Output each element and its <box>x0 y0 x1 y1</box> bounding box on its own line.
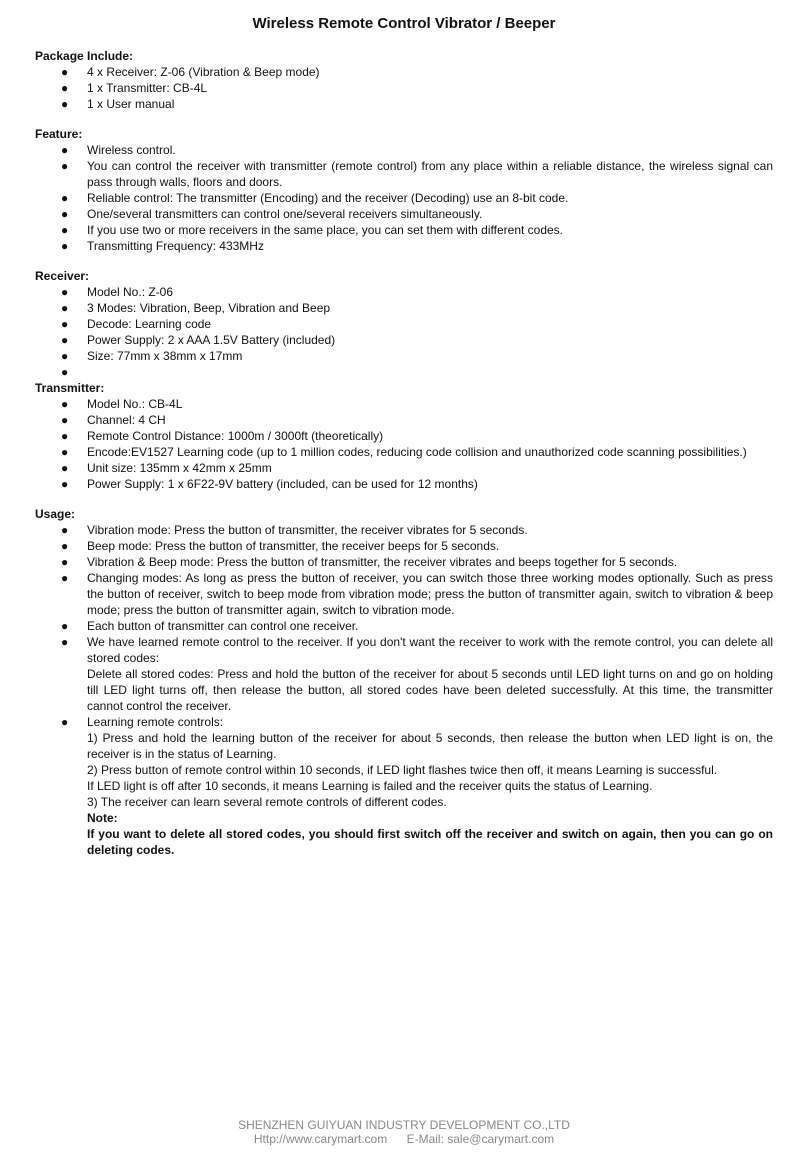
bullet-icon: ● <box>61 365 69 379</box>
bullet-icon: ● <box>61 477 69 491</box>
list-item-learning <box>35 714 773 858</box>
list-item: ● 1 x User manual <box>61 97 175 111</box>
bullet-icon: ● <box>61 539 69 553</box>
list-item: ● Channel: 4 CH <box>61 413 166 427</box>
document-title: Wireless Remote Control Vibrator / Beeper <box>252 15 556 32</box>
bullet-icon: ● <box>61 159 69 173</box>
delete-instructions: Delete all stored codes: Press and hold the button of the receiver for about 5 seconds until LED light turns on and go on holding till LED light turns off, then release the button, all stored codes have been deleted successfully. At this time, the transmitter cannot control the receiver. <box>87 667 773 713</box>
bullet-icon: ● <box>61 285 69 299</box>
receiver-list <box>35 284 773 380</box>
list-item: ● Model No.: CB-4L <box>61 397 183 411</box>
transmitter-section <box>35 380 773 492</box>
bullet-icon: ● <box>61 207 69 221</box>
list-item: ● Decode: Learning code <box>61 317 212 331</box>
bullet-icon: ● <box>61 619 69 633</box>
bullet-icon: ● <box>61 635 69 649</box>
list-item: ● If you use two or more receivers in the same place, you can set them with different codes. <box>61 223 564 237</box>
usage-heading: Usage: <box>35 507 76 521</box>
page-footer <box>0 1118 808 1146</box>
package-heading: Package Include: <box>35 49 134 63</box>
learning-step-2: 2) Press button of remote control within 10 seconds, if LED light flashes twice then off, it means Learning is successful. <box>87 763 718 777</box>
note-text: If you want to delete all stored codes, you should first switch off the receiver and switch on again, then you can go on deleting codes. <box>87 827 773 857</box>
list-item: ● Size: 77mm x 38mm x 17mm <box>61 349 243 363</box>
list-item <box>35 364 773 380</box>
bullet-icon: ● <box>61 239 69 253</box>
list-item: ● Vibration & Beep mode: Press the button of transmitter, the receiver vibrates and beeps together for 5 seconds. <box>61 555 678 569</box>
receiver-section <box>35 268 773 380</box>
feature-list <box>35 142 773 254</box>
feature-heading: Feature: <box>35 127 83 141</box>
list-item: ● Encode:EV1527 Learning code (up to 1 million codes, reducing code collision and unauthorized code scanning possibilities.) <box>61 445 747 459</box>
learning-failure: If LED light is off after 10 seconds, it means Learning is failed and the receiver quits the status of Learning. <box>87 779 653 793</box>
bullet-icon: ● <box>61 333 69 347</box>
list-item: ● Power Supply: 2 x AAA 1.5V Battery (included) <box>61 333 336 347</box>
list-item: ● 3 Modes: Vibration, Beep, Vibration and Beep <box>61 301 331 315</box>
transmitter-list <box>35 396 773 492</box>
list-item: ● Vibration mode: Press the button of transmitter, the receiver vibrates for 5 seconds. <box>61 523 528 537</box>
list-item: ● Power Supply: 1 x 6F22-9V battery (included, can be used for 12 months) <box>61 477 478 491</box>
list-item-delete-codes <box>35 634 773 714</box>
list-item: ● Wireless control. <box>61 143 176 157</box>
list-item: ● Beep mode: Press the button of transmitter, the receiver beeps for 5 seconds. <box>61 539 500 553</box>
list-item: ● Reliable control: The transmitter (Encoding) and the receiver (Decoding) use an 8-bit code. <box>61 191 569 205</box>
usage-list <box>35 522 773 858</box>
bullet-icon: ● <box>61 571 69 585</box>
footer-email-link[interactable]: E-Mail: sale@carymart.com <box>406 1132 555 1146</box>
delete-intro: We have learned remote control to the receiver. If you don't want the receiver to work with the remote control, you can delete all stored codes: <box>87 635 773 665</box>
list-item: ● Transmitting Frequency: 433MHz <box>61 239 264 253</box>
footer-contact <box>0 1132 808 1146</box>
list-item: ● One/several transmitters can control one/several receivers simultaneously. <box>61 207 483 221</box>
bullet-icon: ● <box>61 461 69 475</box>
bullet-icon: ● <box>61 81 69 95</box>
learning-step-1: 1) Press and hold the learning button of the receiver for about 5 seconds, then release the button when LED light is on, the receiver is in the status of Learning. <box>87 731 773 761</box>
bullet-icon: ● <box>61 397 69 411</box>
bullet-icon: ● <box>61 715 69 729</box>
bullet-icon: ● <box>61 317 69 331</box>
list-item: ● Changing modes: As long as press the button of receiver, you can switch those three working modes optionally. Such as press the button of receiver, switch to beep mode from vibration mode; press the button of transmitter again, switch to vibration & beep mode; press the button of transmitter again, switch to vibration mode. <box>61 571 773 617</box>
bullet-icon: ● <box>61 413 69 427</box>
list-item: ● 4 x Receiver: Z-06 (Vibration & Beep mode) <box>61 65 320 79</box>
transmitter-heading: Transmitter: <box>35 381 105 395</box>
learning-intro: Learning remote controls: <box>87 715 224 729</box>
bullet-icon: ● <box>61 429 69 443</box>
bullet-icon: ● <box>61 523 69 537</box>
package-section <box>35 48 773 112</box>
list-item: ● 1 x Transmitter: CB-4L <box>61 81 208 95</box>
list-item: ● Each button of transmitter can control one receiver. <box>61 619 359 633</box>
usage-section <box>35 506 773 858</box>
footer-company: SHENZHEN GUIYUAN INDUSTRY DEVELOPMENT CO.,LTD <box>238 1118 570 1132</box>
list-item: ● Model No.: Z-06 <box>61 285 174 299</box>
note-label: Note: <box>87 811 118 825</box>
list-item: ● You can control the receiver with transmitter (remote control) from any place within a reliable distance, the wireless signal can pass through walls, floors and doors. <box>61 159 773 189</box>
list-item: ● Remote Control Distance: 1000m / 3000ft (theoretically) <box>61 429 384 443</box>
footer-website-link[interactable]: Http://www.carymart.com <box>253 1132 388 1146</box>
bullet-icon: ● <box>61 349 69 363</box>
bullet-icon: ● <box>61 555 69 569</box>
feature-section <box>35 126 773 254</box>
bullet-icon: ● <box>61 97 69 111</box>
learning-step-3: 3) The receiver can learn several remote controls of different codes. <box>87 795 447 809</box>
receiver-heading: Receiver: <box>35 269 90 283</box>
package-list <box>35 64 773 112</box>
bullet-icon: ● <box>61 143 69 157</box>
bullet-icon: ● <box>61 65 69 79</box>
bullet-icon: ● <box>61 223 69 237</box>
list-item: ● Unit size: 135mm x 42mm x 25mm <box>61 461 272 475</box>
bullet-icon: ● <box>61 301 69 315</box>
bullet-icon: ● <box>61 191 69 205</box>
bullet-icon: ● <box>61 445 69 459</box>
